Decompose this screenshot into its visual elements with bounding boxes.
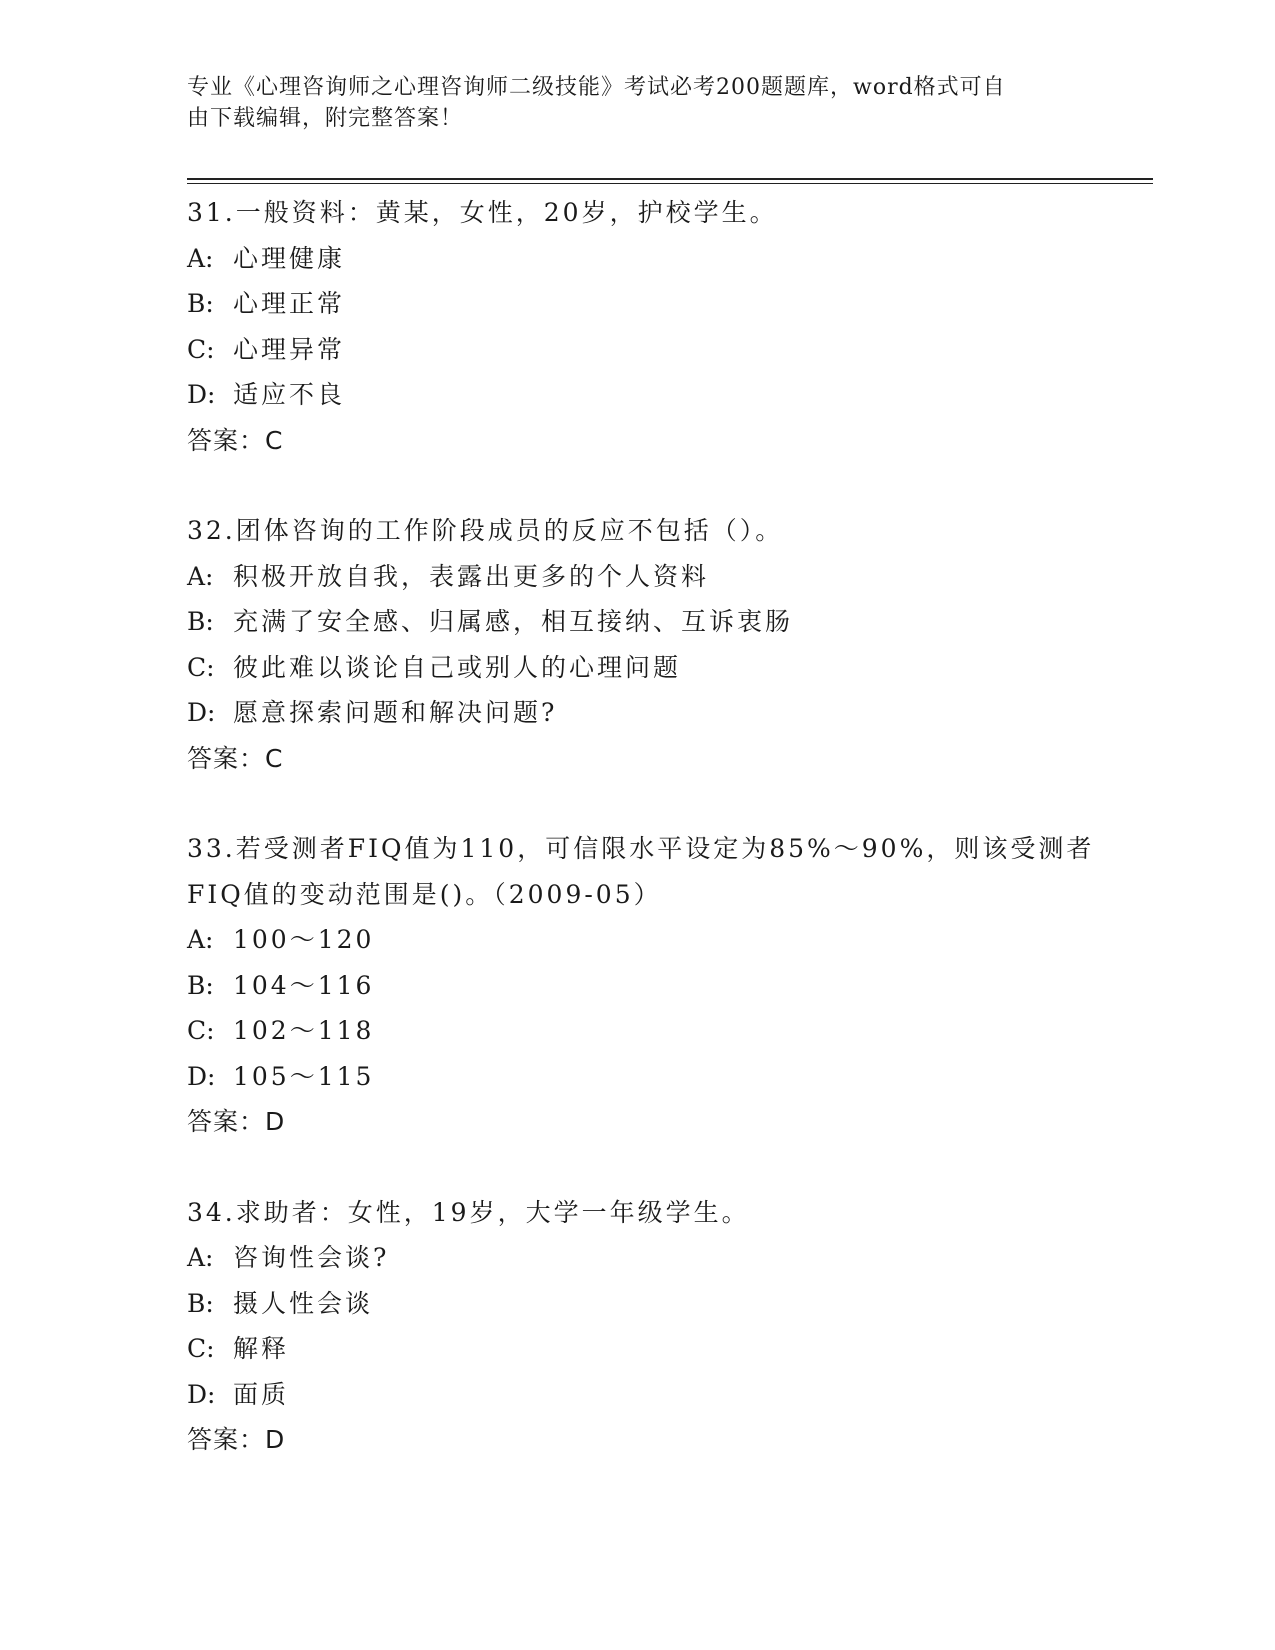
option-text: 适应不良: [233, 380, 346, 409]
option-text: 积极开放自我，表露出更多的个人资料: [233, 561, 710, 591]
option-text: 咨询性会谈?: [233, 1243, 390, 1272]
option-text: 100～120: [233, 925, 375, 954]
option-text: 心理异常: [233, 334, 346, 364]
question-stem: 34.求助者：女性，19岁，大学一年级学生。: [187, 1197, 750, 1227]
option-text: 102～118: [233, 1016, 375, 1045]
option-letter: B:: [187, 289, 214, 318]
option-text: 充满了安全感、归属感，相互接纳、互诉衷肠: [233, 607, 794, 636]
option-letter: D:: [187, 1061, 216, 1091]
option-text: 心理正常: [233, 289, 346, 318]
option-text: 面质: [233, 1379, 290, 1409]
header-divider: [187, 178, 1153, 184]
option-c: [187, 1326, 1087, 1372]
option-d: [187, 1372, 1087, 1418]
option-letter: A:: [187, 561, 214, 591]
question-33: [187, 826, 1095, 1145]
option-b: [187, 963, 1087, 1009]
option-b: [187, 1281, 1087, 1327]
header-line-1: 专业《心理咨询师之心理咨询师二级技能》考试必考200题题库，word格式可自: [187, 75, 1006, 100]
option-letter: C:: [187, 652, 215, 682]
option-letter: C:: [187, 1016, 215, 1045]
question-spacer: [187, 1145, 1087, 1190]
option-c: [187, 1008, 1087, 1054]
answer-line: 答案：C: [187, 743, 284, 773]
answer-line: 答案：C: [187, 425, 284, 455]
option-text: 摄人性会谈: [233, 1288, 374, 1318]
option-letter: C:: [187, 1334, 215, 1363]
option-text: 解释: [233, 1334, 290, 1363]
question-spacer: [187, 463, 1087, 508]
option-letter: B:: [187, 1288, 214, 1318]
question-stem-continued: FIQ值的变动范围是()。（2009-05）: [187, 879, 662, 909]
document-header: [187, 72, 1067, 134]
option-a: [187, 236, 1087, 282]
option-text: 彼此难以谈论自己或别人的心理问题: [233, 652, 682, 682]
question-spacer: [187, 781, 1087, 826]
option-letter: A:: [187, 925, 214, 954]
option-letter: B:: [187, 607, 214, 636]
option-b: [187, 599, 1087, 645]
option-letter: B:: [187, 970, 214, 1000]
option-text: 愿意探索问题和解决问题?: [233, 698, 558, 727]
option-d: [187, 372, 1087, 418]
option-a: [187, 917, 1087, 963]
option-letter: A:: [187, 1243, 214, 1272]
question-34: [187, 1190, 1087, 1463]
option-d: [187, 1054, 1087, 1100]
option-a: [187, 554, 1087, 600]
option-text: 心理健康: [233, 243, 346, 273]
option-letter: A:: [187, 243, 214, 273]
question-stem: 33.若受测者FIQ值为110，可信限水平设定为85%～90%，则该受测者: [187, 834, 1095, 863]
header-line-2: 由下载编辑，附完整答案！: [187, 106, 464, 131]
question-stem: 31.一般资料：黄某，女性，20岁，护校学生。: [187, 198, 778, 227]
option-letter: C:: [187, 334, 215, 364]
option-letter: D:: [187, 380, 216, 409]
question-31: [187, 190, 1087, 463]
option-letter: D:: [187, 698, 216, 727]
option-b: [187, 281, 1087, 327]
question-list: [187, 190, 1095, 1463]
option-d: [187, 690, 1087, 736]
answer-line: 答案：D: [187, 1425, 286, 1454]
option-letter: D:: [187, 1379, 216, 1409]
option-text: 104～116: [233, 970, 375, 1000]
option-text: 105～115: [233, 1061, 375, 1091]
option-c: [187, 645, 1087, 691]
option-a: [187, 1235, 1087, 1281]
option-c: [187, 327, 1087, 373]
answer-line: 答案：D: [187, 1107, 286, 1136]
question-32: [187, 508, 1087, 781]
question-stem: 32.团体咨询的工作阶段成员的反应不包括（）。: [187, 516, 784, 545]
